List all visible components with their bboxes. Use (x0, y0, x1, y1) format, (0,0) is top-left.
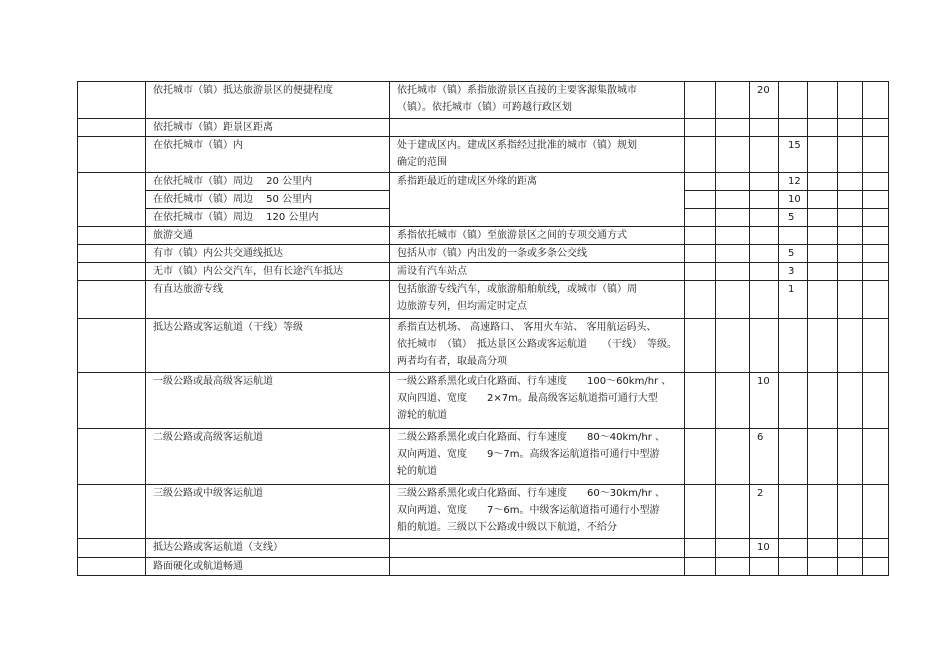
table-cell-description: 处于建成区内。建成区系指经过批准的城市（镇）规划 (397, 140, 637, 151)
table-cell-item: 二级公路或高级客运航道 (153, 432, 263, 443)
column-divider (862, 81, 863, 576)
table-cell-item: 路面硬化或航道畅通 (153, 561, 243, 572)
table-cell-score: 2 (757, 488, 764, 499)
table-cell-description: 双向四道、宽度 2×7m。最高级客运航道指可通行大型 (397, 393, 658, 404)
table-cell-item: 无市（镇）内公交汽车，但有长途汽车抵达 (153, 266, 343, 277)
table-cell-item: 在依托城市（镇）周边 120 公里内 (153, 212, 319, 223)
table-cell-item: 抵达公路或客运航道（干线）等级 (153, 322, 303, 333)
table-cell-description: 系指依托城市（镇）至旅游景区之间的专项交通方式 (397, 230, 627, 241)
table-cell-score: 10 (788, 194, 801, 205)
table-cell-score: 15 (788, 140, 801, 151)
table-bottom-border (77, 575, 889, 576)
table-cell-item: 旅游交通 (153, 230, 193, 241)
column-divider (778, 81, 779, 576)
table-cell-description: 游轮的航道 (397, 410, 447, 421)
table-cell-item: 抵达公路或客运航道（支线） (153, 542, 283, 553)
table-cell-description: （镇）。依托城市（镇）可跨越行政区划 (397, 102, 572, 113)
table-cell-description: 一级公路系黑化或白化路面、行车速度 100～60km/hr 、 (397, 376, 672, 387)
table-cell-score: 6 (757, 432, 764, 443)
table-cell-item: 在依托城市（镇）周边 50 公里内 (153, 194, 313, 205)
column-divider (807, 81, 808, 576)
table-cell-item: 依托城市（镇）距景区距离 (153, 122, 273, 133)
table-cell-score: 12 (788, 176, 801, 187)
column-divider (145, 81, 146, 576)
table-cell-score: 10 (757, 542, 770, 553)
table-cell-description: 需设有汽车站点 (397, 266, 467, 277)
table-cell-score: 5 (788, 248, 795, 259)
table-cell-score: 1 (788, 284, 795, 295)
table-cell-description: 双向两道、宽度 7～6m。中级客运航道指可通行小型游 (397, 505, 660, 516)
table-cell-item: 在依托城市（镇）周边 20 公里内 (153, 176, 313, 187)
table-cell-description: 系指直达机场、 高速路口、 客用火车站、 客用航运码头、 (397, 322, 657, 333)
table-cell-description: 三级公路系黑化或白化路面、行车速度 60～30km/hr 、 (397, 488, 665, 499)
table-cell-item: 有直达旅游专线 (153, 284, 223, 295)
table-cell-description: 船的航道。三级以下公路或中级以下航道，不给分 (397, 522, 617, 533)
column-divider (684, 81, 685, 576)
column-divider (389, 81, 390, 576)
table-cell-score: 10 (757, 376, 770, 387)
table-cell-description: 边旅游专列，但均需定时定点 (397, 301, 527, 312)
table-cell-item: 有市（镇）内公共交通线抵达 (153, 248, 283, 259)
table-cell-description: 依托城市 （镇） 抵达景区公路或客运航道 （干线） 等级。 (397, 339, 677, 350)
table-cell-description: 轮的航道 (397, 466, 437, 477)
table-cell-item: 三级公路或中级客运航道 (153, 488, 263, 499)
table-cell-description: 包括旅游专线汽车，或旅游船舶航线，或城市（镇）周 (397, 284, 637, 295)
table-cell-score: 3 (788, 266, 795, 277)
table-cell-item: 依托城市（镇）抵达旅游景区的便捷程度 (153, 85, 333, 96)
table-cell-description: 系指距最近的建成区外缘的距离 (397, 176, 537, 187)
table-cell-score: 20 (757, 85, 770, 96)
table-cell-description: 双向两道、宽度 9～7m。高级客运航道指可通行中型游 (397, 449, 660, 460)
column-divider (888, 81, 889, 576)
table-cell-item: 在依托城市（镇）内 (153, 140, 243, 151)
table-cell-description: 确定的范围 (397, 157, 447, 168)
table-cell-description: 二级公路系黑化或白化路面、行车速度 80～40km/hr 、 (397, 432, 665, 443)
table-cell-score: 5 (788, 212, 795, 223)
column-divider (837, 81, 838, 576)
table-cell-description: 两者均有者，取最高分项 (397, 356, 507, 367)
table-cell-description: 包括从市（镇）内出发的一条或多条公交线 (397, 248, 587, 259)
column-divider (749, 81, 750, 576)
table-cell-description: 依托城市（镇）系指旅游景区直接的主要客源集散城市 (397, 85, 637, 96)
table-cell-item: 一级公路或最高级客运航道 (153, 376, 273, 387)
column-divider (715, 81, 716, 576)
column-divider (77, 81, 78, 576)
